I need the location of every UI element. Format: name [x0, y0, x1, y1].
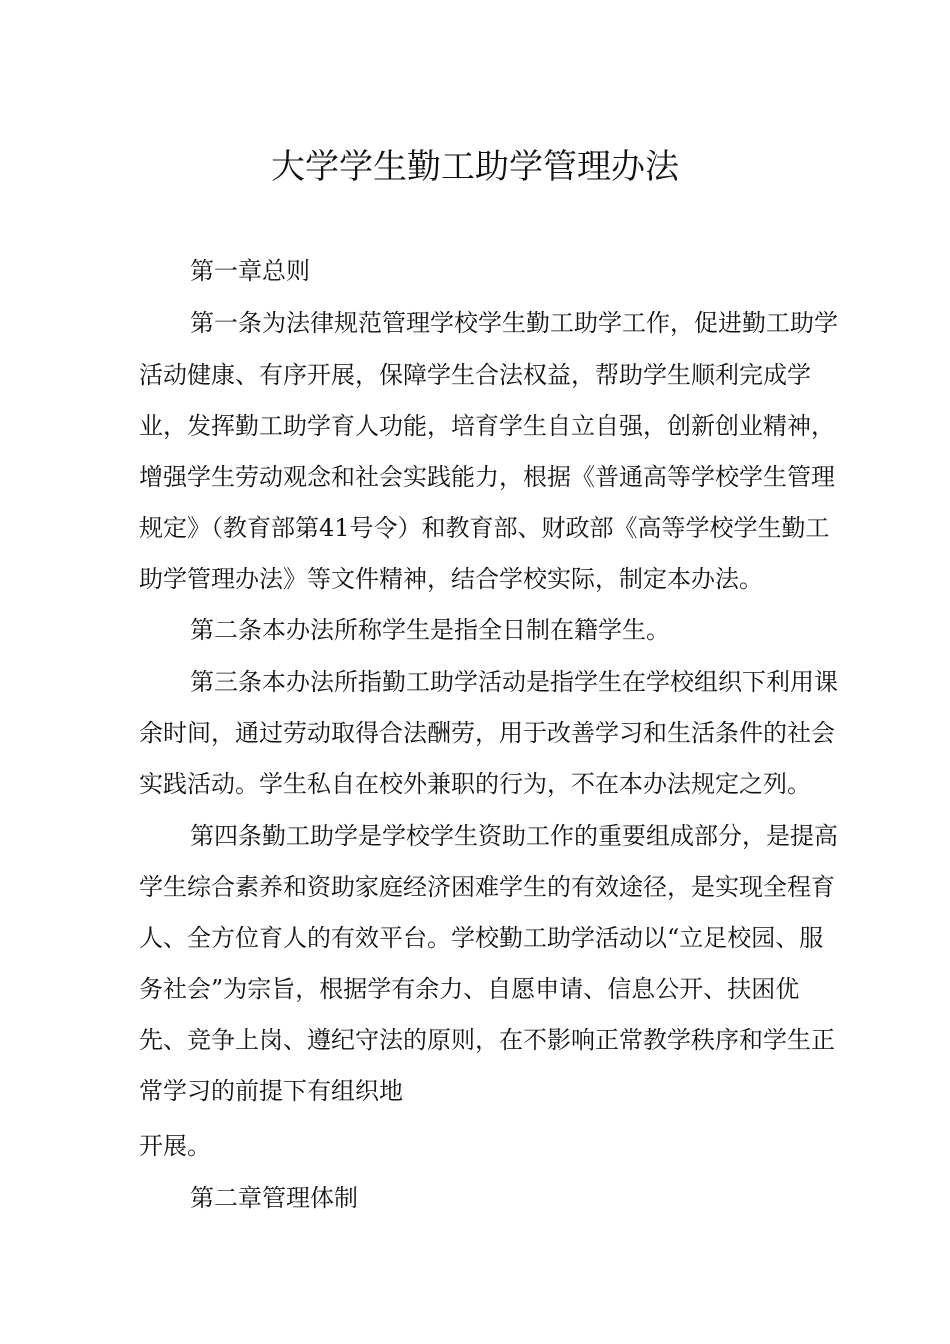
article-1-line-5: 规定》（教育部第41号令）和教育部、财政部《高等学校学生勤工 [139, 514, 830, 542]
article-2-line-1: 第二条本办法所称学生是指全日制在籍学生。 [190, 616, 670, 644]
article-3-line-2: 余时间，通过劳动取得合法酬劳，用于改善学习和生活条件的社会 [139, 719, 835, 747]
article-4-line-4: 务社会”为宗旨，根据学有余力、自愿申请、信息公开、扶困优 [139, 975, 800, 1003]
document-title: 大学学生勤工助学管理办法 [271, 147, 679, 187]
article-4-line-6: 常学习的前提下有组织地 [139, 1077, 403, 1105]
chapter-2-heading: 第二章管理体制 [190, 1184, 358, 1212]
article-1-line-1: 第一条为法律规范管理学校学生勤工助学工作，促进勤工助学 [190, 309, 838, 337]
article-1-line-6: 助学管理办法》等文件精神，结合学校实际，制定本办法。 [139, 565, 763, 593]
article-3-line-3: 实践活动。学生私自在校外兼职的行为，不在本办法规定之列。 [139, 770, 811, 798]
article-4-line-5: 先、竞争上岗、遵纪守法的原则，在不影响正常教学秩序和学生正 [139, 1026, 835, 1054]
article-4-line-2: 学生综合素养和资助家庭经济困难学生的有效途径，是实现全程育 [139, 873, 835, 901]
article-1-line-2: 活动健康、有序开展，保障学生合法权益，帮助学生顺利完成学 [139, 361, 811, 389]
article-3-line-1: 第三条本办法所指勤工助学活动是指学生在学校组织下利用课 [190, 668, 838, 696]
article-4-line-3: 人、全方位育人的有效平台。学校勤工助学活动以“立足校园、服 [139, 924, 824, 952]
article-1-line-4: 增强学生劳动观念和社会实践能力，根据《普通高等学校学生管理 [139, 463, 835, 491]
chapter-1-heading: 第一章总则 [190, 257, 310, 285]
article-4-line-7: 开展。 [139, 1132, 211, 1160]
article-1-line-3: 业，发挥勤工助学育人功能，培育学生自立自强，创新创业精神， [139, 412, 835, 440]
article-4-line-1: 第四条勤工助学是学校学生资助工作的重要组成部分，是提高 [190, 822, 838, 850]
